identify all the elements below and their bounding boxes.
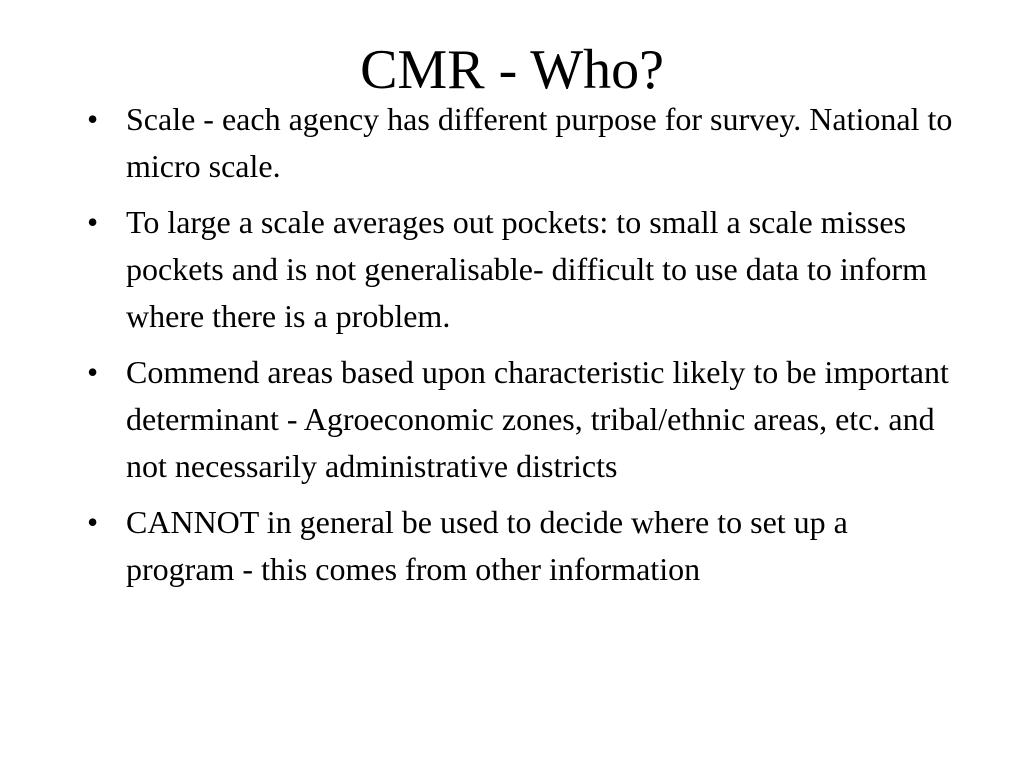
bullet-marker: •: [87, 354, 99, 390]
bullet-item-large-scale: [84, 199, 954, 340]
bullet-list: [84, 96, 954, 602]
bullet-item-commend-areas: [84, 349, 954, 490]
bullet-marker: •: [87, 204, 99, 240]
bullet-item-scale: [84, 96, 954, 190]
bullet-text: Scale - each agency has different purpose for survey. National to micro scale.: [126, 101, 953, 184]
bullet-text: To large a scale averages out pockets: to small a scale misses pockets and is not generalisable- difficult to use data to inform where there is a problem.: [126, 204, 927, 334]
bullet-text: Commend areas based upon characteristic likely to be important determinant - Agroeconomic zones, tribal/ethnic areas, etc. and not necessarily administrative districts: [126, 354, 949, 484]
bullet-marker: •: [87, 504, 99, 540]
bullet-text: CANNOT in general be used to decide where to set up a program - this comes from other information: [126, 504, 848, 587]
bullet-item-cannot: [84, 499, 954, 593]
slide-title: CMR - Who?: [360, 39, 664, 101]
bullet-marker: •: [87, 101, 99, 137]
